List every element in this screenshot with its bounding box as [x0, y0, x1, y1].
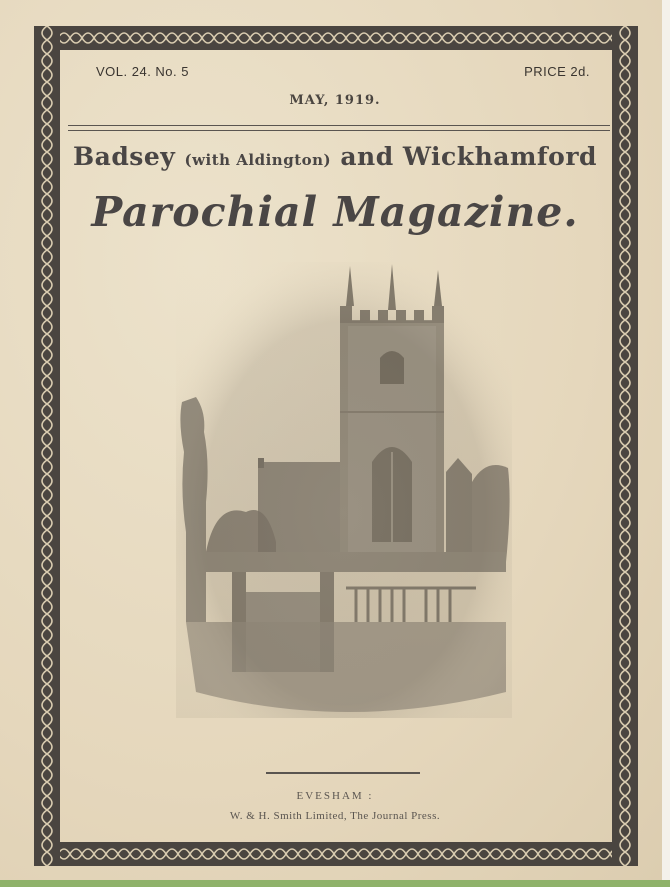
footer-printer: W. & H. Smith Limited, The Journal Press. [229, 810, 441, 822]
title-aldington: (with Aldington) [184, 151, 332, 169]
background-strip [0, 880, 670, 887]
church-tower-photo [176, 262, 512, 718]
title-parishes [0, 142, 670, 171]
title-magazine: Parochial Magazine. [91, 188, 579, 236]
double-rule [68, 125, 610, 131]
border-bottom [34, 842, 638, 866]
footer-place: EVESHAM : [296, 790, 374, 802]
border-top [34, 26, 638, 50]
volume-number: VOL. 24. No. 5 [96, 64, 189, 79]
title-badsey: Badsey [72, 142, 185, 171]
title-wickhamford: and Wickhamford [331, 142, 597, 171]
issue-date: MAY, 1919. [289, 93, 381, 108]
page-edge [662, 0, 670, 887]
header-row [96, 64, 590, 79]
footer-rule [266, 772, 420, 774]
price: PRICE 2d. [524, 64, 590, 79]
